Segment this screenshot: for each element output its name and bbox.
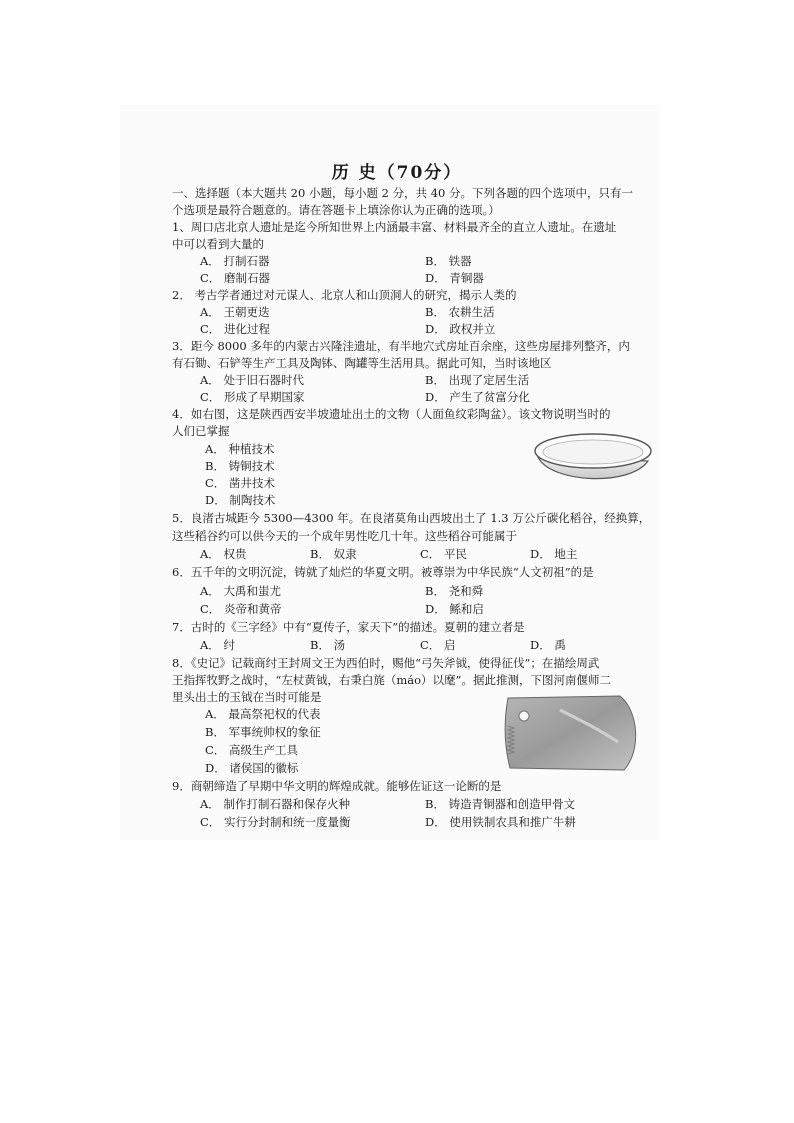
question-5-option-a: A． 权贵 xyxy=(200,547,247,561)
question-6-option-d: D． 鲧和启 xyxy=(425,602,484,616)
question-6-option-b: B． 尧和舜 xyxy=(425,584,484,598)
question-1-stem-line-1: 1、周口店北京人遗址是迄今所知世界上内涵最丰富、材料最齐全的直立人遗址。在遗址 xyxy=(172,220,617,234)
question-7-option-a: A． 纣 xyxy=(200,638,235,652)
question-7-stem-line-1: 7．古时的《三字经》中有“夏传子，家天下”的描述。夏朝的建立者是 xyxy=(172,620,525,634)
instructions-line-1: 一、选择题（本大题共 20 小题，每小题 2 分，共 40 分。下列各题的四个选项中，只有一 xyxy=(172,186,634,200)
question-3-option-d: D． 产生了贫富分化 xyxy=(425,390,530,404)
question-4-stem-line-2: 人们已掌握 xyxy=(172,424,230,438)
painted-pottery-basin-image xyxy=(530,425,655,500)
question-2-option-c: C． 进化过程 xyxy=(200,322,270,336)
question-2-stem-line-1: 2． 考古学者通过对元谋人、北京人和山顶洞人的研究，揭示人类的 xyxy=(172,288,517,302)
question-9-option-d: D． 使用铁制农具和推广牛耕 xyxy=(425,815,576,829)
question-5-stem-line-2: 这些稻谷约可以供今天的一个成年男性吃几十年。这些稻谷可能属于 xyxy=(172,529,517,543)
page-title: 历 史（70分） xyxy=(331,163,463,183)
question-2-option-d: D． 政权并立 xyxy=(425,322,496,336)
question-1-option-a: A． 打制石器 xyxy=(200,254,270,268)
question-9-option-c: C． 实行分封制和统一度量衡 xyxy=(200,815,351,829)
question-8-stem-line-3: 里头出土的玉钺在当时可能是 xyxy=(172,690,322,704)
question-4-option-c: C． 凿井技术 xyxy=(205,476,275,490)
question-9-stem-line-1: 9．商朝缔造了早期中华文明的辉煌成就。能够佐证这一论断的是 xyxy=(172,779,502,793)
question-8-option-b: B． 军事统帅权的象征 xyxy=(205,725,321,739)
question-7-option-d: D． 禹 xyxy=(530,638,566,652)
question-7-option-b: B． 汤 xyxy=(310,638,346,652)
question-1-option-d: D． 青铜器 xyxy=(425,271,484,285)
question-8-option-c: C． 高级生产工具 xyxy=(205,743,298,757)
question-9-option-b: B． 铸造青铜器和创造甲骨文 xyxy=(425,797,576,811)
question-4-option-d: D． 制陶技术 xyxy=(205,493,276,507)
question-4-option-b: B． 铸铜技术 xyxy=(205,459,275,473)
question-5-option-c: C． 平民 xyxy=(420,547,467,561)
jade-yue-axe-image xyxy=(500,690,650,775)
question-3-stem-line-2: 有石锄、石铲等生产工具及陶钵、陶罐等生活用具。据此可知，当时该地区 xyxy=(172,356,552,370)
question-8-option-d: D． 诸侯国的徽标 xyxy=(205,761,299,775)
question-3-option-a: A． 处于旧石器时代 xyxy=(200,373,304,387)
question-1-stem-line-2: 中可以看到大量的 xyxy=(172,237,264,251)
question-7-option-c: C． 启 xyxy=(420,638,456,652)
question-6-option-a: A． 大禹和蚩尤 xyxy=(200,584,281,598)
question-3-stem-line-1: 3．距今 8000 多年的内蒙古兴隆洼遗址，有半地穴式房址百余座，这些房屋排列整齐，内 xyxy=(172,339,630,353)
question-8-stem-line-1: 8．《史记》记载商纣王封周文王为西伯时，赐他“弓矢斧钺，使得征伐”；在描绘周武 xyxy=(172,656,600,670)
question-3-option-b: B． 出现了定居生活 xyxy=(425,373,530,387)
instructions-line-2: 个选项是最符合题意的。请在答题卡上填涂你认为正确的选项。） xyxy=(172,203,500,217)
question-8-stem-line-2: 王指挥牧野之战时，“左杖黄钺，右秉白旄（máo）以麾”。据此推测，下图河南偃师二 xyxy=(172,673,611,687)
question-8-option-a: A． 最高祭祀权的代表 xyxy=(205,707,321,721)
question-2-option-a: A． 王朝更迭 xyxy=(200,305,270,319)
question-2-option-b: B． 农耕生活 xyxy=(425,305,495,319)
question-6-stem-line-1: 6．五千年的文明沉淀，铸就了灿烂的华夏文明。被尊崇为中华民族“人文初祖”的是 xyxy=(172,565,594,579)
question-1-option-c: C． 磨制石器 xyxy=(200,271,270,285)
question-5-option-b: B． 奴隶 xyxy=(310,547,357,561)
question-5-stem-line-1: 5．良渚古城距今 5300—4300 年。在良渚莫角山西坡出土了 1.3 万公斤碳化稻谷，经换算， xyxy=(172,511,651,525)
question-5-option-d: D． 地主 xyxy=(530,547,578,561)
question-4-option-a: A． 种植技术 xyxy=(205,442,275,456)
question-9-option-a: A． 制作打制石器和保存火种 xyxy=(200,797,350,811)
question-6-option-c: C． 炎帝和黄帝 xyxy=(200,602,282,616)
question-4-stem-line-1: 4．如右图，这是陕西西安半坡遗址出土的文物（人面鱼纹彩陶盆）。该文物说明当时的 xyxy=(172,407,611,421)
question-3-option-c: C． 形成了早期国家 xyxy=(200,390,305,404)
question-1-option-b: B． 铁器 xyxy=(425,254,472,268)
